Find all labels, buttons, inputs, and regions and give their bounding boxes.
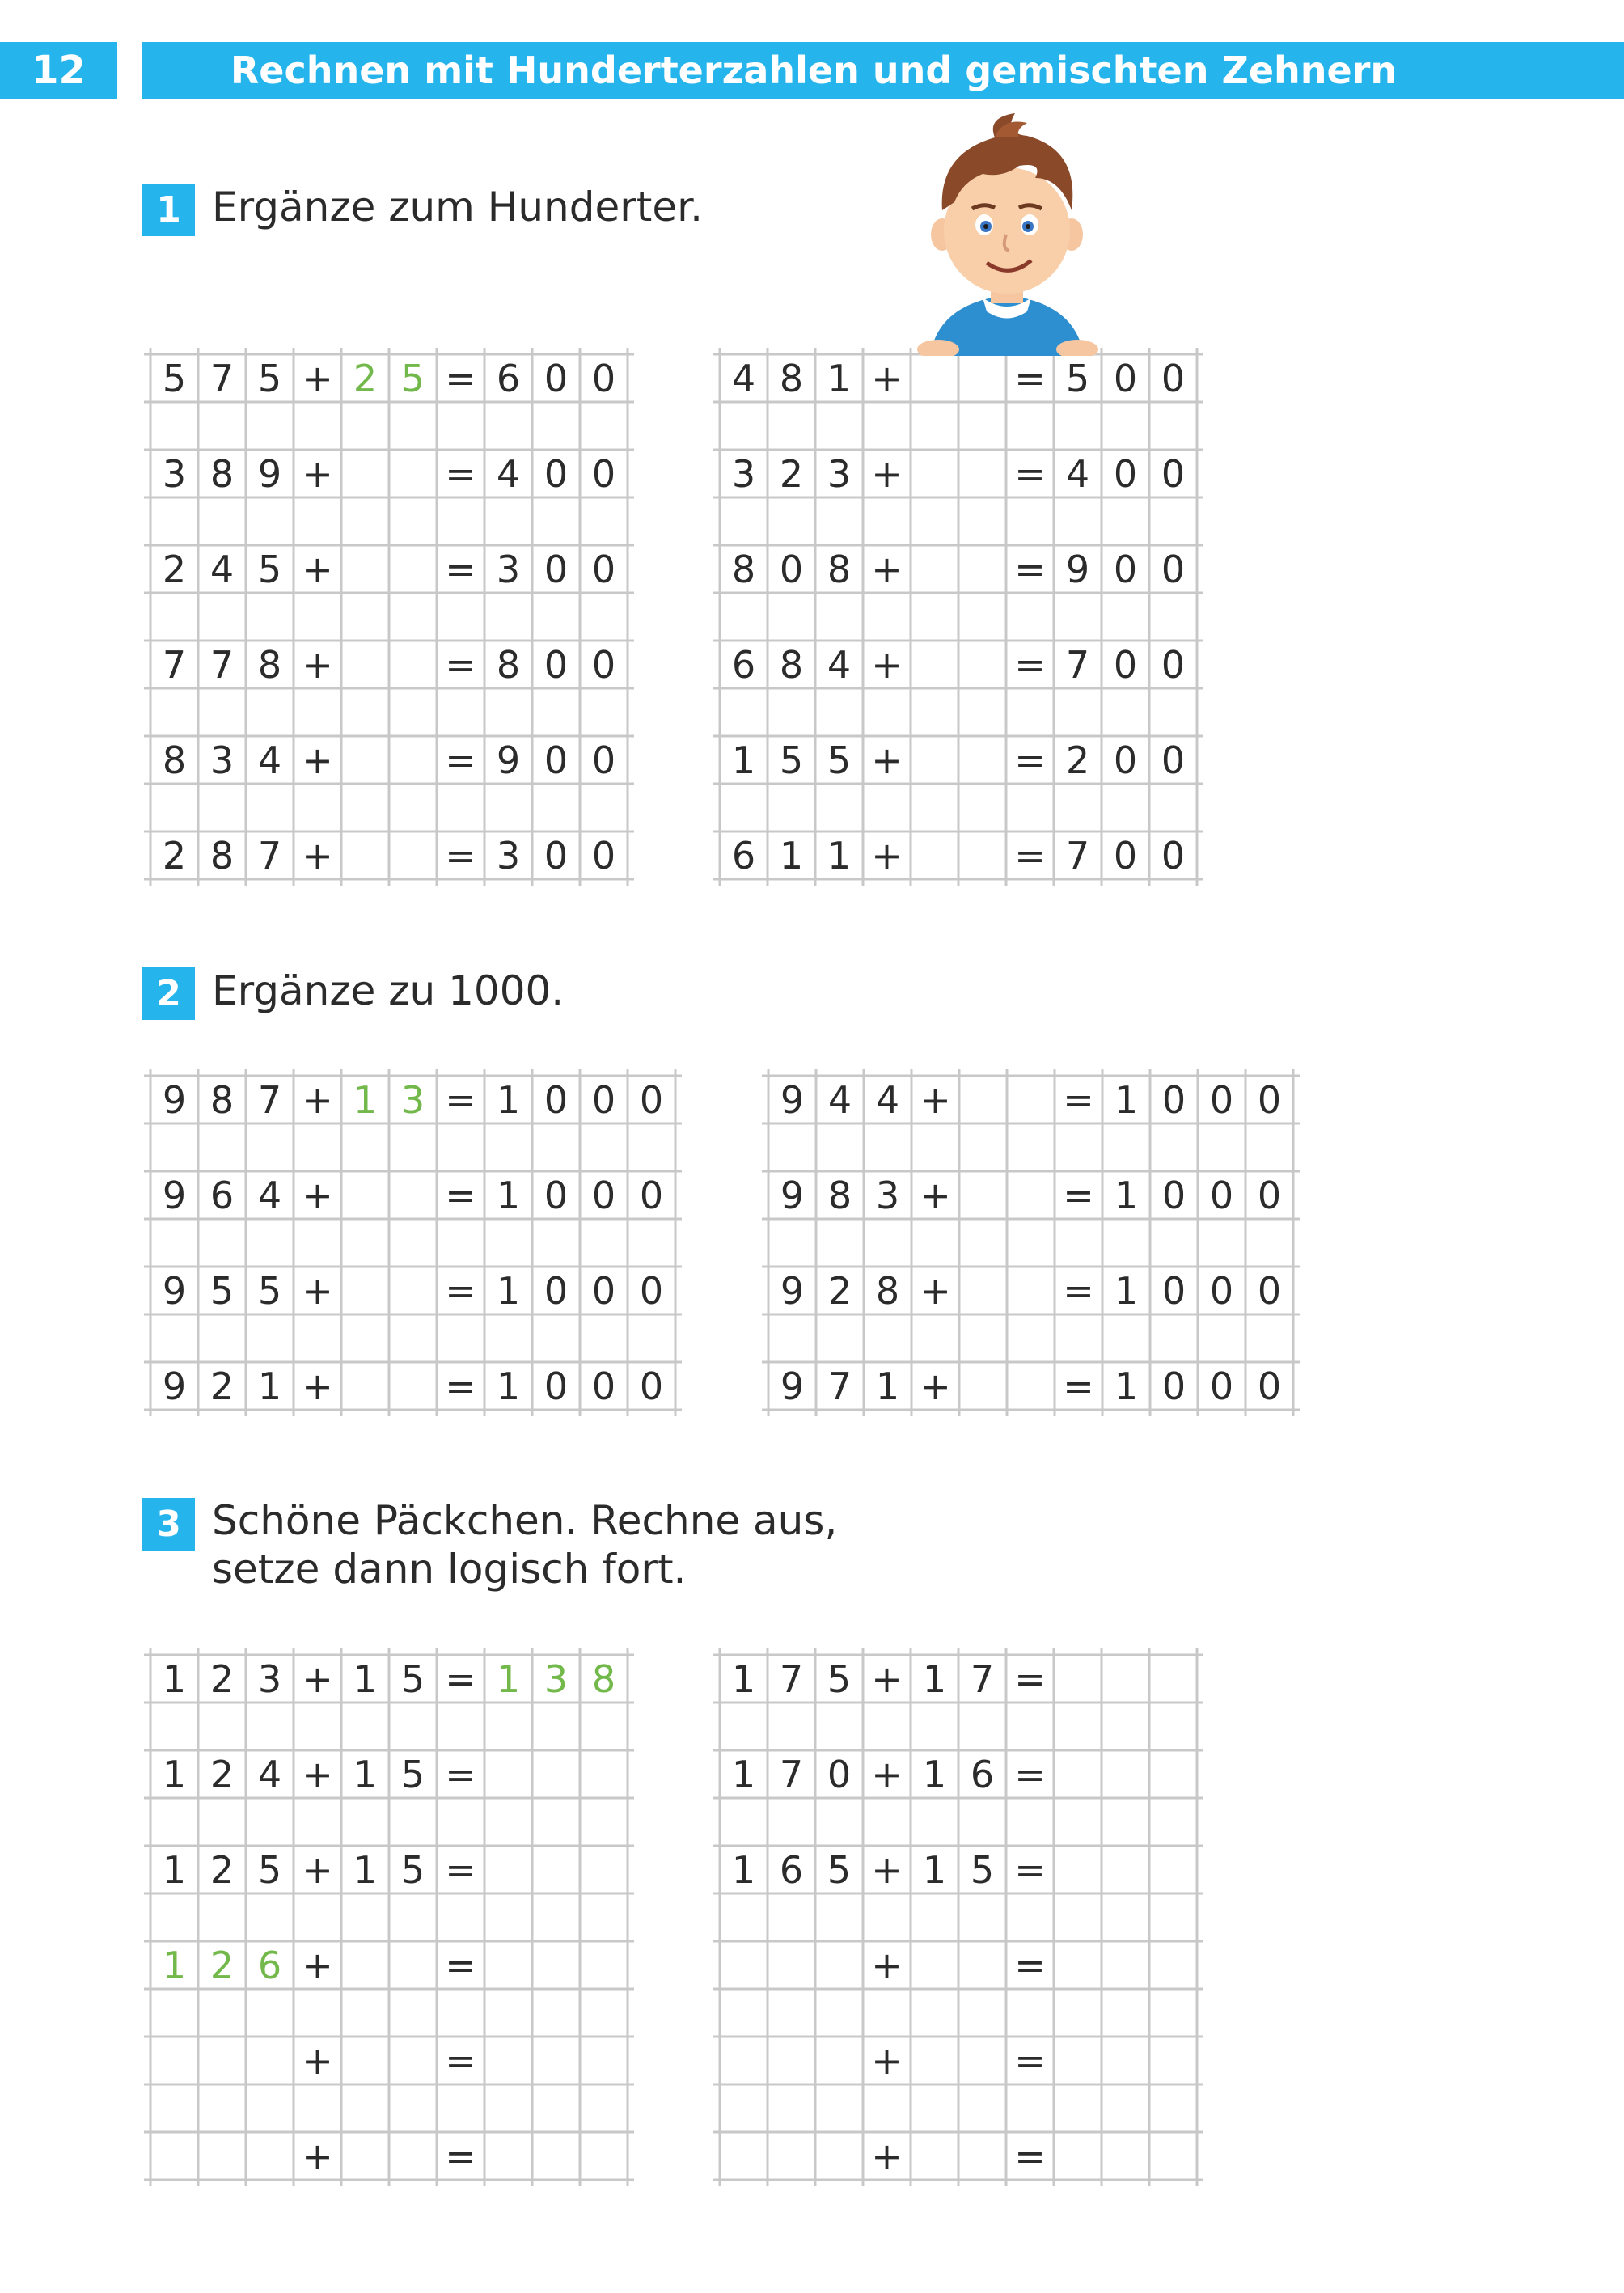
grid-cell-char: 0 xyxy=(1161,451,1186,496)
answer-digit: 8 xyxy=(591,1656,616,1701)
grid-cell-char: 1 xyxy=(353,1847,378,1892)
grid-cell-char: 2 xyxy=(1065,738,1090,782)
grid-cell-char: 5 xyxy=(257,1268,282,1313)
grid-cell-char: 1 xyxy=(1114,1364,1139,1408)
grid-cell-char: 7 xyxy=(209,642,235,687)
grid-cell-char: 0 xyxy=(543,642,569,687)
grid-cell-char: 3 xyxy=(496,547,521,591)
grid-cell-char: 0 xyxy=(1161,738,1186,782)
grid-cell-char: 1 xyxy=(1114,1173,1139,1217)
grid-cell-char: = xyxy=(445,1943,476,1987)
grid-lines xyxy=(720,1655,1197,2180)
grid-cell-char: = xyxy=(1014,356,1046,400)
grid-cell-char: + xyxy=(302,1752,333,1796)
grid-cell-char: 8 xyxy=(162,738,187,782)
grid-cell-char: 2 xyxy=(209,1847,235,1892)
grid-cell-char: 9 xyxy=(496,738,521,782)
grid-cell-char: 6 xyxy=(731,642,756,687)
grid-cell-char: 2 xyxy=(779,451,804,496)
answer-digit: 3 xyxy=(400,1077,425,1122)
grid-cell-char: + xyxy=(871,356,903,400)
grid-cell-char: 8 xyxy=(827,547,852,591)
grid-cell-char: 8 xyxy=(209,1077,235,1122)
grid-cell-char: 1 xyxy=(353,1752,378,1796)
grid-cell-char: 1 xyxy=(162,1847,187,1892)
grid-cell-char: + xyxy=(871,2134,903,2178)
grid-lines xyxy=(150,1655,628,2180)
grid-cell-char: = xyxy=(1014,2038,1046,2083)
grid-cell-char: 6 xyxy=(731,833,756,878)
grid-cell-char: 3 xyxy=(162,451,187,496)
grid-cell-char: = xyxy=(1014,1943,1046,1987)
grid-cell-char: + xyxy=(871,1656,903,1701)
grid-cell-char: = xyxy=(1014,833,1046,878)
grid-cell-char: + xyxy=(871,1752,903,1796)
grid-task2-right xyxy=(768,1076,1293,1410)
boy-illustration xyxy=(906,113,1108,356)
grid-cell-char: 0 xyxy=(591,1077,616,1122)
grid-cell-char: = xyxy=(1014,1656,1046,1701)
grid-cell-char: = xyxy=(445,451,476,496)
grid-cell-char: 0 xyxy=(1161,833,1186,878)
grid-cell-char: 0 xyxy=(1161,1077,1186,1122)
grid-cell-char: 0 xyxy=(1113,642,1138,687)
grid-cell-char: 0 xyxy=(1257,1268,1282,1313)
grid-cell-char: + xyxy=(302,1943,333,1987)
grid-cell-char: 0 xyxy=(543,1077,569,1122)
grid-cell-char: 0 xyxy=(1161,642,1186,687)
grid-cell-char: 5 xyxy=(209,1268,235,1313)
grid-cell-char: 4 xyxy=(209,547,235,591)
grid-cell-char: 9 xyxy=(1065,547,1090,591)
grid-cell-char: 0 xyxy=(639,1364,664,1408)
task-instruction: Schöne Päckchen. Rechne aus, setze dann logisch fort. xyxy=(212,1497,838,1593)
task-number-badge: 3 xyxy=(142,1498,195,1551)
title-bar xyxy=(142,42,1624,99)
grid-cell-char: 2 xyxy=(162,833,187,878)
grid-cell-char: 0 xyxy=(543,738,569,782)
grid-cell-char: 1 xyxy=(731,1847,756,1892)
grid-cell-char: + xyxy=(920,1077,951,1122)
grid-cell-char: = xyxy=(1063,1077,1094,1122)
grid-task3-right xyxy=(720,1655,1197,2180)
grid-cell-char: 1 xyxy=(257,1364,282,1408)
grid-cell-char: 8 xyxy=(827,1173,852,1217)
grid-cell-char: = xyxy=(445,738,476,782)
grid-cell-char: 5 xyxy=(162,356,187,400)
grid-cell-char: = xyxy=(1063,1173,1094,1217)
grid-cell-char: 8 xyxy=(779,356,804,400)
grid-cell-char: 7 xyxy=(209,356,235,400)
grid-cell-char: 1 xyxy=(731,1656,756,1701)
grid-cell-char: = xyxy=(445,356,476,400)
grid-cell-char: 7 xyxy=(257,1077,282,1122)
grid-cell-char: = xyxy=(1014,451,1046,496)
grid-cell-char: 1 xyxy=(731,1752,756,1796)
grid-cell-char: = xyxy=(445,1173,476,1217)
task-number-badge: 1 xyxy=(142,184,195,236)
grid-cell-char: = xyxy=(1014,642,1046,687)
grid-cell-char: + xyxy=(871,2038,903,2083)
grid-cell-char: 4 xyxy=(827,1077,852,1122)
grid-cell-char: + xyxy=(302,833,333,878)
grid-cell-char: 1 xyxy=(1114,1077,1139,1122)
grid-cell-char: 4 xyxy=(496,451,521,496)
grid-cell-char: 2 xyxy=(162,547,187,591)
grid-cell-char: 4 xyxy=(827,642,852,687)
grid-cell-char: 7 xyxy=(779,1752,804,1796)
grid-cell-char: = xyxy=(445,1364,476,1408)
answer-digit: 6 xyxy=(257,1943,282,1987)
grid-cell-char: 0 xyxy=(591,833,616,878)
grid-cell-char: = xyxy=(445,1077,476,1122)
grid-cell-char: + xyxy=(302,2134,333,2178)
task-instruction: Ergänze zum Hunderter. xyxy=(212,184,704,231)
grid-cell-char: + xyxy=(871,833,903,878)
grid-cell-char: 5 xyxy=(257,547,282,591)
grid-cell-char: 5 xyxy=(400,1752,425,1796)
grid-cell-char: + xyxy=(871,738,903,782)
grid-task3-left xyxy=(150,1655,628,2180)
grid-cell-char: 1 xyxy=(496,1268,521,1313)
grid-cell-char: 7 xyxy=(1065,642,1090,687)
grid-cell-char: 0 xyxy=(1113,451,1138,496)
grid-cell-char: 0 xyxy=(591,1268,616,1313)
grid-cell-char: = xyxy=(445,2134,476,2178)
grid-cell-char: 0 xyxy=(591,1173,616,1217)
grid-cell-char: = xyxy=(1014,1847,1046,1892)
grid-cell-char: 4 xyxy=(875,1077,900,1122)
grid-cell-char: 7 xyxy=(162,642,187,687)
grid-cell-char: 9 xyxy=(780,1077,805,1122)
grid-cell-char: 3 xyxy=(875,1173,900,1217)
grid-cell-char: 9 xyxy=(780,1364,805,1408)
grid-cell-char: 2 xyxy=(827,1268,852,1313)
grid-cell-char: 4 xyxy=(257,1752,282,1796)
answer-digit: 1 xyxy=(353,1077,378,1122)
grid-cell-char: + xyxy=(920,1268,951,1313)
grid-cell-char: = xyxy=(445,547,476,591)
grid-cell-char: + xyxy=(302,1173,333,1217)
grid-cell-char: 6 xyxy=(970,1752,995,1796)
grid-cell-char: 0 xyxy=(591,451,616,496)
grid-cell-char: 0 xyxy=(543,451,569,496)
grid-cell-char: 3 xyxy=(496,833,521,878)
grid-cell-char: 4 xyxy=(1065,451,1090,496)
grid-cell-char: 5 xyxy=(257,1847,282,1892)
grid-cell-char: = xyxy=(445,642,476,687)
grid-cell-char: 0 xyxy=(543,356,569,400)
grid-cell-char: 0 xyxy=(591,642,616,687)
grid-cell-char: + xyxy=(920,1364,951,1408)
grid-cell-char: 5 xyxy=(827,1656,852,1701)
grid-cell-char: 5 xyxy=(1065,356,1090,400)
grid-cell-char: 6 xyxy=(496,356,521,400)
grid-cell-char: 1 xyxy=(922,1752,947,1796)
grid-cell-char: = xyxy=(1063,1364,1094,1408)
answer-digit: 2 xyxy=(353,356,378,400)
grid-cell-char: 3 xyxy=(209,738,235,782)
grid-task2-left xyxy=(150,1076,675,1410)
grid-cell-char: 8 xyxy=(496,642,521,687)
grid-cell-char: 1 xyxy=(1114,1268,1139,1313)
grid-lines xyxy=(150,1076,675,1410)
grid-cell-char: + xyxy=(302,2038,333,2083)
grid-cell-char: 0 xyxy=(1161,547,1186,591)
grid-cell-char: 5 xyxy=(400,1847,425,1892)
grid-cell-char: 8 xyxy=(875,1268,900,1313)
grid-cell-char: 1 xyxy=(875,1364,900,1408)
grid-cell-char: 0 xyxy=(591,738,616,782)
grid-cell-char: 1 xyxy=(827,356,852,400)
grid-cell-char: + xyxy=(871,451,903,496)
grid-cell-char: 3 xyxy=(257,1656,282,1701)
grid-cell-char: 0 xyxy=(591,547,616,591)
grid-lines xyxy=(768,1076,1293,1410)
grid-cell-char: 1 xyxy=(779,833,804,878)
grid-lines xyxy=(720,354,1197,879)
grid-cell-char: = xyxy=(445,1268,476,1313)
grid-cell-char: 3 xyxy=(827,451,852,496)
answer-digit: 1 xyxy=(162,1943,187,1987)
grid-cell-char: + xyxy=(302,1656,333,1701)
grid-cell-char: = xyxy=(445,2038,476,2083)
grid-cell-char: 8 xyxy=(257,642,282,687)
answer-digit: 1 xyxy=(496,1656,521,1701)
grid-cell-char: 9 xyxy=(162,1077,187,1122)
page-title: Rechnen mit Hunderterzahlen und gemischten Zehnern xyxy=(230,49,1398,92)
grid-cell-char: 4 xyxy=(731,356,756,400)
grid-cell-char: 7 xyxy=(827,1364,852,1408)
grid-cell-char: 5 xyxy=(779,738,804,782)
grid-cell-char: 7 xyxy=(1065,833,1090,878)
grid-cell-char: 0 xyxy=(1209,1173,1234,1217)
page-header xyxy=(0,42,1624,99)
grid-cell-char: + xyxy=(302,1847,333,1892)
grid-cell-char: 1 xyxy=(922,1847,947,1892)
grid-cell-char: 0 xyxy=(639,1173,664,1217)
grid-cell-char: + xyxy=(302,451,333,496)
grid-cell-char: 5 xyxy=(400,1656,425,1701)
grid-cell-char: 0 xyxy=(591,1364,616,1408)
grid-cell-char: 1 xyxy=(496,1173,521,1217)
grid-cell-char: = xyxy=(445,1752,476,1796)
grid-cell-char: = xyxy=(445,1847,476,1892)
grid-cell-char: 0 xyxy=(827,1752,852,1796)
grid-cell-char: 0 xyxy=(1161,356,1186,400)
grid-cell-char: + xyxy=(871,642,903,687)
grid-cell-char: 4 xyxy=(257,1173,282,1217)
grid-cell-char: 0 xyxy=(1161,1268,1186,1313)
grid-cell-char: + xyxy=(871,1943,903,1987)
grid-cell-char: 0 xyxy=(1257,1364,1282,1408)
grid-cell-char: 2 xyxy=(209,1364,235,1408)
grid-cell-char: 7 xyxy=(257,833,282,878)
grid-cell-char: = xyxy=(1014,738,1046,782)
grid-cell-char: 0 xyxy=(779,547,804,591)
answer-digit: 5 xyxy=(400,356,425,400)
grid-cell-char: 0 xyxy=(1113,833,1138,878)
grid-cell-char: 0 xyxy=(1209,1268,1234,1313)
grid-cell-char: 0 xyxy=(591,356,616,400)
grid-cell-char: + xyxy=(302,1077,333,1122)
grid-cell-char: 2 xyxy=(209,1752,235,1796)
grid-cell-char: 5 xyxy=(827,738,852,782)
grid-task1-right xyxy=(720,354,1197,879)
grid-cell-char: 1 xyxy=(496,1364,521,1408)
grid-cell-char: = xyxy=(1014,2134,1046,2178)
page-number: 12 xyxy=(0,42,117,99)
grid-cell-char: 0 xyxy=(1209,1364,1234,1408)
grid-task1-left xyxy=(150,354,628,879)
grid-cell-char: 6 xyxy=(209,1173,235,1217)
grid-cell-char: 0 xyxy=(543,547,569,591)
grid-cell-char: 0 xyxy=(543,1364,569,1408)
grid-cell-char: 0 xyxy=(543,833,569,878)
grid-cell-char: 9 xyxy=(780,1268,805,1313)
grid-cell-char: 1 xyxy=(162,1752,187,1796)
grid-cell-char: 0 xyxy=(543,1173,569,1217)
grid-cell-char: 9 xyxy=(257,451,282,496)
grid-cell-char: 1 xyxy=(162,1656,187,1701)
grid-cell-char: 9 xyxy=(162,1268,187,1313)
task-instruction: Ergänze zu 1000. xyxy=(212,967,565,1014)
grid-cell-char: + xyxy=(302,356,333,400)
grid-cell-char: 0 xyxy=(1257,1077,1282,1122)
grid-cell-char: 8 xyxy=(209,451,235,496)
grid-cell-char: + xyxy=(302,547,333,591)
grid-cell-char: 0 xyxy=(543,1268,569,1313)
grid-cell-char: 7 xyxy=(970,1656,995,1701)
grid-cell-char: 2 xyxy=(209,1656,235,1701)
grid-cell-char: 1 xyxy=(827,833,852,878)
grid-cell-char: + xyxy=(302,642,333,687)
grid-cell-char: 8 xyxy=(779,642,804,687)
grid-cell-char: + xyxy=(302,1268,333,1313)
grid-cell-char: 0 xyxy=(1209,1077,1234,1122)
grid-cell-char: 5 xyxy=(257,356,282,400)
grid-cell-char: 1 xyxy=(496,1077,521,1122)
grid-cell-char: 4 xyxy=(257,738,282,782)
grid-cell-char: 1 xyxy=(731,738,756,782)
grid-cell-char: 9 xyxy=(162,1173,187,1217)
grid-cell-char: + xyxy=(871,1847,903,1892)
grid-cell-char: + xyxy=(871,547,903,591)
grid-cell-char: 9 xyxy=(162,1364,187,1408)
grid-cell-char: = xyxy=(445,833,476,878)
answer-digit: 3 xyxy=(543,1656,569,1701)
grid-cell-char: 0 xyxy=(1161,1173,1186,1217)
grid-cell-char: 6 xyxy=(779,1847,804,1892)
grid-cell-char: 0 xyxy=(1113,356,1138,400)
grid-cell-char: 0 xyxy=(1257,1173,1282,1217)
grid-cell-char: 0 xyxy=(639,1077,664,1122)
grid-lines xyxy=(150,354,628,879)
grid-cell-char: = xyxy=(1014,547,1046,591)
grid-cell-char: = xyxy=(1063,1268,1094,1313)
grid-cell-char: 8 xyxy=(209,833,235,878)
grid-cell-char: + xyxy=(920,1173,951,1217)
grid-cell-char: 0 xyxy=(1113,738,1138,782)
grid-cell-char: = xyxy=(445,1656,476,1701)
grid-cell-char: 7 xyxy=(779,1656,804,1701)
grid-cell-char: = xyxy=(1014,1752,1046,1796)
grid-cell-char: 8 xyxy=(731,547,756,591)
grid-cell-char: 1 xyxy=(922,1656,947,1701)
grid-cell-char: 0 xyxy=(1161,1364,1186,1408)
task-number-badge: 2 xyxy=(142,967,195,1020)
grid-cell-char: 0 xyxy=(1113,547,1138,591)
grid-cell-char: + xyxy=(302,1364,333,1408)
grid-cell-char: 5 xyxy=(970,1847,995,1892)
grid-cell-char: 0 xyxy=(639,1268,664,1313)
grid-cell-char: 1 xyxy=(353,1656,378,1701)
grid-cell-char: 3 xyxy=(731,451,756,496)
grid-cell-char: 9 xyxy=(780,1173,805,1217)
grid-cell-char: + xyxy=(302,738,333,782)
answer-digit: 2 xyxy=(209,1943,235,1987)
grid-cell-char: 5 xyxy=(827,1847,852,1892)
